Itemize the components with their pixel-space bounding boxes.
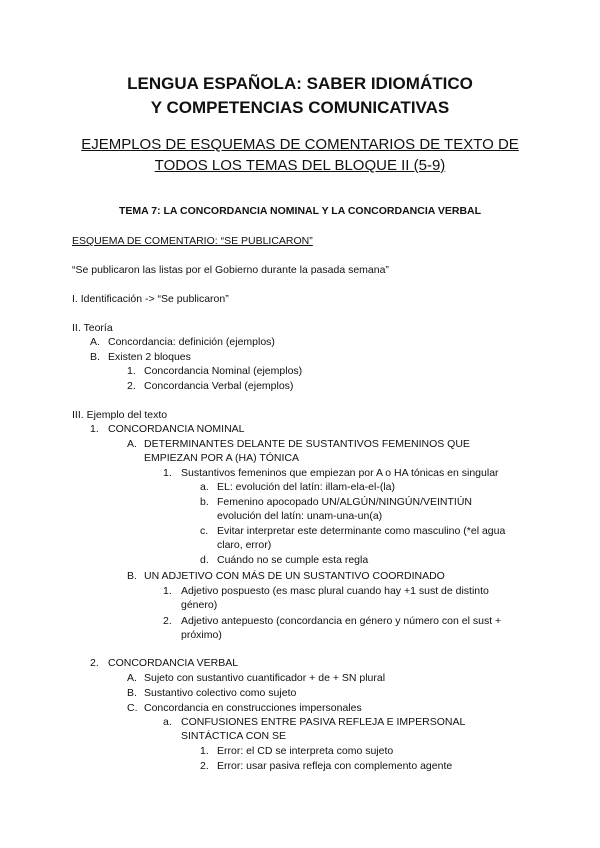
- list-item-continuation: género): [181, 599, 218, 611]
- list-marker: A.: [127, 438, 137, 450]
- list-item: Evitar interpretar este determinante como masculino (*el agua: [217, 525, 506, 537]
- list-marker: 1.: [90, 423, 99, 435]
- list-item-continuation: EMPIEZAN POR A (HA) TÓNICA: [144, 452, 299, 464]
- list-item: Sustantivos femeninos que empiezan por A o HA tónicas en singular: [181, 467, 499, 479]
- list-item: EL: evolución del latín: illam-ela-el-(la): [217, 481, 395, 493]
- list-item: CONCORDANCIA VERBAL: [108, 657, 239, 669]
- list-item: Cuándo no se cumple esta regla: [217, 554, 369, 566]
- list-marker: d.: [200, 554, 209, 566]
- list-item-continuation: próximo): [181, 629, 222, 641]
- list-item-continuation: claro, error): [217, 539, 272, 551]
- list-marker: 1.: [163, 585, 172, 597]
- section-identificacion: I. Identificación -> “Se publicaron”: [72, 293, 229, 305]
- list-item: Sustantivo colectivo como sujeto: [144, 687, 297, 699]
- list-item: Error: usar pasiva refleja con complemento agente: [217, 760, 453, 772]
- list-item: Adjetivo pospuesto (es masc plural cuando hay +1 sust de distinto: [181, 585, 489, 597]
- list-marker: 2.: [127, 380, 136, 392]
- section-teoria-heading: II. Teoría: [72, 322, 113, 334]
- list-marker: 1.: [200, 745, 209, 757]
- list-item: CONFUSIONES ENTRE PASIVA REFLEJA E IMPERSONAL: [181, 716, 466, 728]
- list-marker: C.: [127, 702, 138, 714]
- document-subtitle-line1: EJEMPLOS DE ESQUEMAS DE COMENTARIOS DE TEXTO DE: [81, 136, 519, 153]
- list-marker: B.: [127, 687, 137, 699]
- document-title-line1: LENGUA ESPAÑOLA: SABER IDIOMÁTICO: [127, 74, 473, 93]
- list-item: DETERMINANTES DELANTE DE SUSTANTIVOS FEMENINOS QUE: [144, 438, 470, 450]
- list-marker: a.: [200, 481, 209, 493]
- list-marker: a.: [163, 716, 172, 728]
- list-marker: A.: [90, 336, 100, 348]
- list-marker: B.: [90, 351, 100, 363]
- list-marker: b.: [200, 496, 209, 508]
- list-item: Concordancia: definición (ejemplos): [108, 336, 275, 348]
- list-item: Concordancia Verbal (ejemplos): [144, 380, 294, 392]
- list-item: Error: el CD se interpreta como sujeto: [217, 745, 394, 757]
- esquema-heading: ESQUEMA DE COMENTARIO: “SE PUBLICARON”: [72, 235, 313, 247]
- list-marker: 2.: [200, 760, 209, 772]
- list-marker: B.: [127, 570, 137, 582]
- list-marker: 2.: [90, 657, 99, 669]
- tema-heading: TEMA 7: LA CONCORDANCIA NOMINAL Y LA CONCORDANCIA VERBAL: [118, 205, 482, 217]
- quote-text: “Se publicaron las listas por el Gobierno durante la pasada semana”: [72, 264, 389, 276]
- list-marker: c.: [200, 525, 209, 537]
- list-marker: 2.: [163, 615, 172, 627]
- list-item: UN ADJETIVO CON MÁS DE UN SUSTANTIVO COORDINADO: [144, 570, 445, 582]
- list-item: Sujeto con sustantivo cuantificador + de + SN plural: [144, 672, 386, 684]
- section-ejemplo-heading: III. Ejemplo del texto: [72, 409, 168, 421]
- list-item: Concordancia en construcciones impersonales: [144, 702, 362, 714]
- list-item: Concordancia Nominal (ejemplos): [144, 365, 303, 377]
- list-marker: 1.: [163, 467, 172, 479]
- document-subtitle-line2: TODOS LOS TEMAS DEL BLOQUE II (5-9): [154, 157, 446, 174]
- list-item: Femenino apocopado UN/ALGÚN/NINGÚN/VEINTIÚN: [217, 496, 473, 508]
- list-item-continuation: evolución del latín: unam-una-un(a): [217, 510, 383, 522]
- list-item-continuation: SINTÁCTICA CON SE: [181, 730, 287, 742]
- list-marker: A.: [127, 672, 137, 684]
- list-item: Adjetivo antepuesto (concordancia en género y número con el sust +: [181, 615, 502, 627]
- document-title-line2: Y COMPETENCIAS COMUNICATIVAS: [150, 98, 450, 117]
- list-item: CONCORDANCIA NOMINAL: [108, 423, 245, 435]
- list-marker: 1.: [127, 365, 136, 377]
- list-item: Existen 2 bloques: [108, 351, 191, 363]
